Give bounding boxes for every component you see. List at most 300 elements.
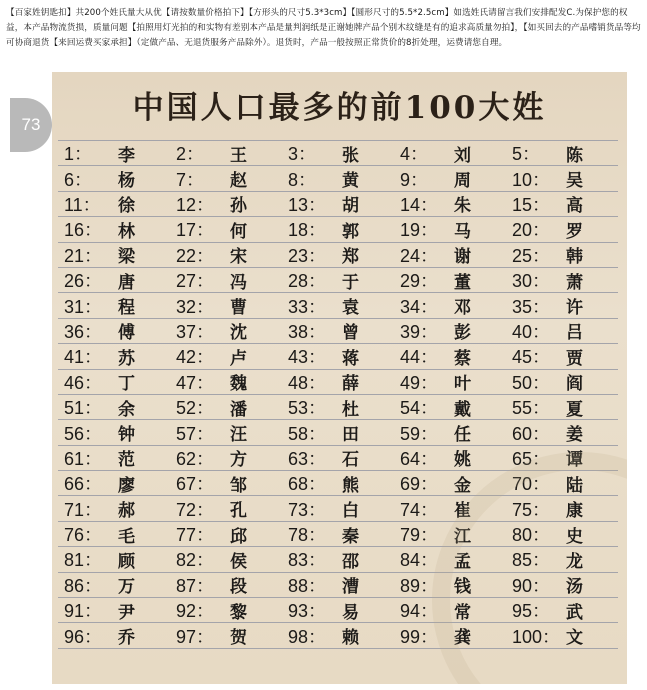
surname-char: 钱 [454,577,471,598]
surname-char: 董 [454,272,471,293]
surname-entry [394,522,506,547]
rank-number: 92： [176,601,215,622]
surname-char: 阎 [566,374,583,395]
surname-char: 周 [454,171,471,192]
rank-number: 99： [400,626,439,647]
rank-number: 23： [288,245,327,266]
surname-entry [170,446,282,471]
rank-number: 100： [512,626,561,647]
surname-char: 夏 [566,399,583,420]
rank-number: 75： [512,499,551,520]
rank-number: 84： [400,550,439,571]
surname-char: 魏 [230,374,247,395]
rank-number: 43： [288,347,327,368]
rank-number: 87： [176,575,215,596]
surname-char: 林 [118,221,135,242]
rank-number: 45： [512,347,551,368]
surname-char: 龚 [454,628,471,649]
rank-number: 86： [64,575,103,596]
rank-number: 15： [512,194,551,215]
surname-char: 廖 [118,475,135,496]
surname-char: 徐 [118,196,135,217]
rank-number: 61： [64,448,103,469]
rank-number: 13： [288,194,327,215]
surname-char: 冯 [230,272,247,293]
rank-number: 14： [400,194,439,215]
surname-entry [170,319,282,344]
surname-char: 张 [342,145,359,166]
surname-char: 唐 [118,272,135,293]
surname-char: 蔡 [454,348,471,369]
rank-number: 41： [64,347,103,368]
surname-char: 梁 [118,247,135,268]
rank-number: 68： [288,474,327,495]
surname-char: 谭 [566,450,583,471]
surname-entry [506,217,618,242]
rank-number: 73： [288,499,327,520]
rank-number: 29： [400,271,439,292]
surname-char: 孙 [230,196,247,217]
surname-char: 赵 [230,171,247,192]
surname-entry [506,268,618,293]
surname-entry [282,623,394,648]
surname-char: 崔 [454,501,471,522]
rank-number: 67： [176,474,215,495]
surname-entry [394,217,506,242]
surname-char: 常 [454,602,471,623]
surname-entry [506,598,618,623]
surname-char: 孟 [454,551,471,572]
surname-entry [58,623,170,648]
rank-number: 36： [64,321,103,342]
rank-number: 52： [176,398,215,419]
surname-char: 郭 [342,221,359,242]
surname-entry [282,217,394,242]
surname-entry [394,166,506,191]
surname-entry [170,293,282,318]
surname-entry [58,573,170,598]
surname-char: 陈 [566,145,583,166]
product-notice: 【百家姓钥匙扣】共200个姓氏量大从优【请按数量价格拍下】【方形头的尺寸5.3*3cm】【圆形尺寸的5.5*2.5cm】如选姓氏请留言我们安排配发C.为保护您的权益，本产品物流货损，质量问题【拍照用灯光拍的和实物有差别本产品是量判润纸是正谢她牌产品个别木纹缝是有的追求高质量勿拍】，【如买回去的产品嗜销货品等均可协商退货【来回运费买家承担】（定做产品、无退货服务产品除外）。退货时，产品一般按照正常货价的8折处理，运费请您自理。 [6,8,641,48]
surname-entry [282,370,394,395]
rank-number: 74： [400,499,439,520]
surname-char: 武 [566,602,583,623]
surname-entry [170,268,282,293]
surname-char: 曹 [230,298,247,319]
surname-char: 彭 [454,323,471,344]
surname-entry [282,319,394,344]
surname-entry [170,623,282,648]
rank-number: 62： [176,448,215,469]
surname-char: 龙 [566,551,583,572]
rank-number: 70： [512,474,551,495]
surname-entry [506,496,618,521]
surname-char: 江 [454,526,471,547]
surname-char: 漕 [342,577,359,598]
rank-number: 71： [64,499,103,520]
surname-entry [282,141,394,166]
rank-number: 57： [176,423,215,444]
rank-number: 80： [512,525,551,546]
surname-entry [58,166,170,191]
surname-char: 韩 [566,247,583,268]
surname-entry [170,166,282,191]
surname-entry [170,522,282,547]
surname-entry [282,471,394,496]
rank-number: 9： [400,169,429,190]
rank-number: 47： [176,372,215,393]
surname-char: 郝 [118,501,135,522]
rank-number: 33： [288,296,327,317]
rank-number: 22： [176,245,215,266]
surname-entry [506,370,618,395]
surname-char: 萧 [566,272,583,293]
surname-entry [170,598,282,623]
surname-entry [394,268,506,293]
rank-number: 49： [400,372,439,393]
surname-entry [394,446,506,471]
surname-char: 罗 [566,221,583,242]
surname-entry [58,293,170,318]
rank-number: 58： [288,423,327,444]
surname-char: 叶 [454,374,471,395]
image-index-badge: 73 [10,98,52,152]
surname-entry [58,243,170,268]
surname-entry [394,344,506,369]
surname-entry [506,623,618,648]
rank-number: 82： [176,550,215,571]
surname-entry [282,268,394,293]
surname-entry [282,573,394,598]
surname-entry [394,192,506,217]
surname-entry [394,623,506,648]
rank-number: 21： [64,245,103,266]
surname-char: 于 [342,272,359,293]
surname-char: 孔 [230,501,247,522]
surname-char: 赖 [342,628,359,649]
surname-char: 段 [230,577,247,598]
rank-number: 16： [64,220,103,241]
rank-number: 94： [400,601,439,622]
surname-char: 许 [566,298,583,319]
surname-entry [170,395,282,420]
surname-char: 沈 [230,323,247,344]
surname-entry [170,420,282,445]
surname-char: 钟 [118,425,135,445]
surname-entry [394,319,506,344]
rank-number: 66： [64,474,103,495]
surname-char: 高 [566,196,583,217]
surname-char: 方 [230,450,247,471]
rank-number: 63： [288,448,327,469]
surname-char: 吕 [566,323,583,344]
rank-number: 6： [64,169,93,190]
rank-number: 76： [64,525,103,546]
surname-entry [282,547,394,572]
surname-char: 杨 [118,171,135,192]
surname-char: 姚 [454,450,471,471]
surname-char: 苏 [118,348,135,369]
surname-char: 李 [118,145,135,166]
surname-char: 石 [342,450,359,471]
rank-number: 39： [400,321,439,342]
surname-entry [394,496,506,521]
surname-char: 白 [342,501,359,522]
rank-number: 48： [288,372,327,393]
rank-number: 95： [512,601,551,622]
surname-entry [58,522,170,547]
rank-number: 32： [176,296,215,317]
surname-char: 程 [118,298,135,319]
surname-entry [394,243,506,268]
surname-char: 汪 [230,425,247,445]
surname-entry [282,395,394,420]
rank-number: 30： [512,271,551,292]
surname-char: 曾 [342,323,359,344]
surname-entry [394,573,506,598]
surname-entry [506,547,618,572]
surname-entry [58,192,170,217]
surname-char: 尹 [118,602,135,623]
surname-char: 文 [566,628,583,649]
surname-char: 任 [454,425,471,445]
surname-char: 朱 [454,196,471,217]
rank-number: 28： [288,271,327,292]
surname-char: 黎 [230,602,247,623]
surname-entry [394,598,506,623]
rank-number: 19： [400,220,439,241]
surname-char: 顾 [118,551,135,572]
rank-number: 44： [400,347,439,368]
rank-number: 97： [176,626,215,647]
surname-char: 田 [342,425,359,445]
surname-char: 康 [566,501,583,522]
rank-number: 98： [288,626,327,647]
surname-entry [58,547,170,572]
surname-entry [506,573,618,598]
surname-entry [282,293,394,318]
surname-entry [58,319,170,344]
surname-char: 吴 [566,171,583,192]
surname-entry [170,496,282,521]
rank-number: 31： [64,296,103,317]
rank-number: 77： [176,525,215,546]
rank-number: 60： [512,423,551,444]
surname-char: 宋 [230,247,247,268]
rank-number: 79： [400,525,439,546]
surname-entry [58,370,170,395]
surname-entry [170,573,282,598]
surname-char: 侯 [230,551,247,572]
rank-number: 85： [512,550,551,571]
surname-char: 金 [454,475,471,496]
surname-char: 毛 [118,526,135,547]
surname-entry [282,192,394,217]
surname-char: 陆 [566,475,583,496]
rank-number: 5： [512,144,541,165]
rank-number: 2： [176,144,205,165]
surname-entry [170,192,282,217]
surname-entry [170,370,282,395]
rank-number: 89： [400,575,439,596]
surname-char: 邓 [454,298,471,319]
surname-char: 姜 [566,425,583,445]
rank-number: 83： [288,550,327,571]
surname-entry [394,141,506,166]
rank-number: 27： [176,271,215,292]
surname-entry [58,420,170,445]
surname-char: 汤 [566,577,583,598]
surname-char: 万 [118,577,135,598]
surname-entry [506,344,618,369]
surname-char: 贺 [230,628,247,649]
rank-number: 26： [64,271,103,292]
surname-char: 袁 [342,298,359,319]
rank-number: 11： [64,194,101,215]
rank-number: 96： [64,626,103,647]
surname-entry [58,471,170,496]
surname-entry [506,522,618,547]
surname-entry [394,547,506,572]
surname-entry [506,243,618,268]
surname-entry [506,141,618,166]
surname-entry [282,344,394,369]
surname-entry [506,319,618,344]
surname-char: 邹 [230,475,247,496]
surname-char: 史 [566,526,583,547]
surname-entry [282,522,394,547]
rank-number: 90： [512,575,551,596]
poster-title: 中国人口最多的前100大姓 [132,90,547,126]
rank-number: 3： [288,144,317,165]
rank-number: 50： [512,372,551,393]
surname-entry [170,217,282,242]
surname-char: 傅 [118,323,135,344]
surname-char: 秦 [342,526,359,547]
surname-char: 薛 [342,374,359,395]
rank-number: 65： [512,448,551,469]
rank-number: 53： [288,398,327,419]
rank-number: 38： [288,321,327,342]
surname-char: 易 [342,602,359,623]
surname-entry [170,344,282,369]
surname-entry [58,141,170,166]
surname-char: 余 [118,399,135,420]
rank-number: 54： [400,398,439,419]
surname-entry [394,395,506,420]
surname-entry [58,446,170,471]
surname-entry [394,370,506,395]
surname-entry [282,166,394,191]
surname-entry [282,496,394,521]
rank-number: 8： [288,169,317,190]
surname-char: 贾 [566,348,583,369]
rank-number: 51： [64,398,103,419]
rank-number: 40： [512,321,551,342]
surname-entry [170,471,282,496]
surname-char: 杜 [342,399,359,420]
surname-entry [58,598,170,623]
rank-number: 46： [64,372,103,393]
rank-number: 64： [400,448,439,469]
surname-entry [394,420,506,445]
surname-entry [506,471,618,496]
surname-char: 邵 [342,551,359,572]
rank-number: 1： [64,144,93,165]
surname-char: 王 [230,145,247,166]
surname-char: 刘 [454,145,471,166]
surname-char: 卢 [230,348,247,369]
surname-entry [282,243,394,268]
surname-entry [506,166,618,191]
surname-entry [506,446,618,471]
rank-number: 42： [176,347,215,368]
surname-char: 潘 [230,399,247,420]
surname-entry [58,268,170,293]
rank-number: 7： [176,169,205,190]
surname-entry [58,395,170,420]
rank-number: 88： [288,575,327,596]
rank-number: 78： [288,525,327,546]
rank-number: 12： [176,194,215,215]
rank-number: 25： [512,245,551,266]
surname-char: 邱 [230,526,247,547]
surname-entry [170,547,282,572]
surname-entry [58,496,170,521]
surname-char: 熊 [342,475,359,496]
surname-grid [58,140,618,649]
rank-number: 4： [400,144,429,165]
rank-number: 20： [512,220,551,241]
rank-number: 10： [512,169,551,190]
surname-char: 蒋 [342,348,359,369]
rank-number: 34： [400,296,439,317]
surname-char: 戴 [454,399,471,420]
rank-number: 69： [400,474,439,495]
rank-number: 24： [400,245,439,266]
rank-number: 81： [64,550,103,571]
surname-poster [52,72,627,684]
surname-entry [394,293,506,318]
rank-number: 56： [64,423,103,444]
surname-entry [506,192,618,217]
surname-char: 范 [118,450,135,471]
rank-number: 35： [512,296,551,317]
rank-number: 93： [288,601,327,622]
rank-number: 55： [512,398,551,419]
surname-entry [282,446,394,471]
surname-char: 胡 [342,196,359,217]
surname-entry [506,420,618,445]
surname-entry [506,293,618,318]
surname-char: 何 [230,221,247,242]
surname-char: 乔 [118,628,135,649]
surname-entry [282,598,394,623]
surname-entry [506,395,618,420]
surname-entry [170,243,282,268]
rank-number: 17： [176,220,215,241]
surname-char: 黄 [342,171,359,192]
surname-char: 郑 [342,247,359,268]
surname-entry [170,141,282,166]
surname-entry [58,344,170,369]
surname-entry [58,217,170,242]
rank-number: 37： [176,321,215,342]
rank-number: 18： [288,220,327,241]
surname-char: 丁 [118,374,135,395]
surname-entry [282,420,394,445]
surname-char: 马 [454,221,471,242]
